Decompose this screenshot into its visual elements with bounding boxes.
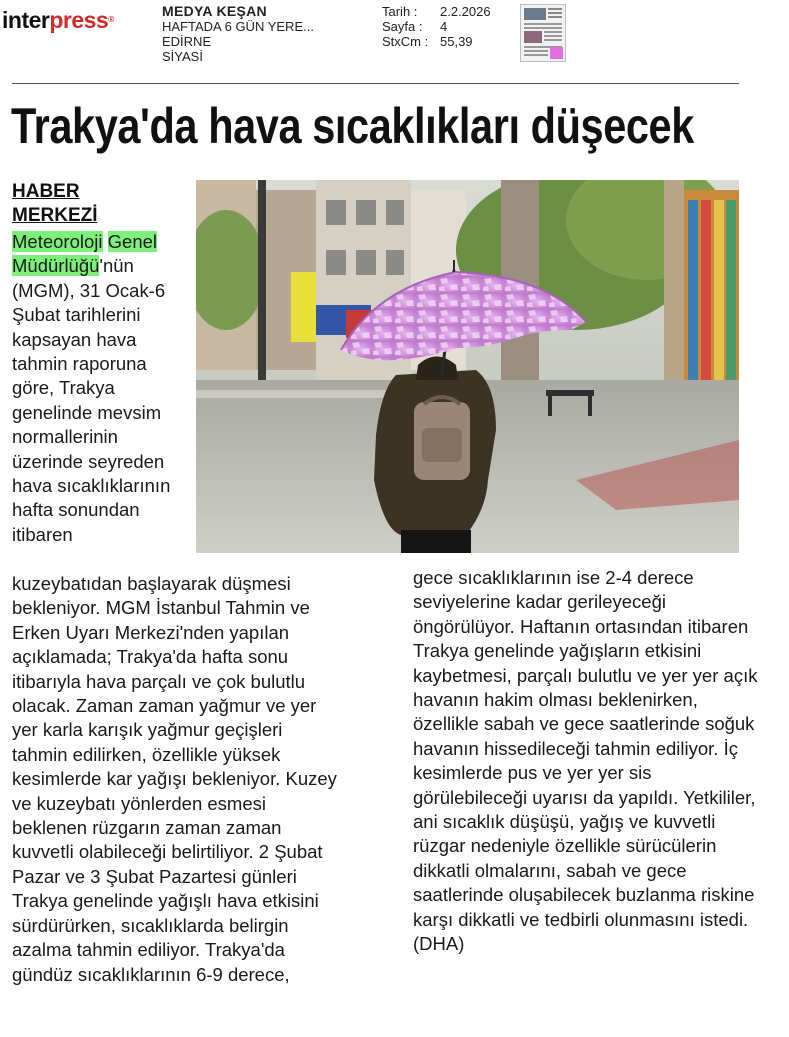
highlight-term-2: Genel: [107, 231, 158, 252]
date-value: 2.2.2026: [440, 4, 491, 19]
article-photo: [196, 180, 739, 553]
logo-text-accent: press: [49, 7, 109, 33]
publication-section: SİYASİ: [162, 49, 203, 64]
article-column-b: kuzeybatıdan başlayarak düşmesi bekleniyor. MGM İstanbul Tahmin ve Erken Uyarı Merkezi'nden yapılan açıklamada; Trakya'da hafta sonu itibarıyla hava parçalı ve çok bulutlu olacak. Zaman zaman yağmur ve yer yer karla karışık yağmur geçişleri tahmin edilirken, özellikle yüksek kesimlerde kar yağışı bekleniyor. Kuzey ve kuzeybatı yönlerden esmesi beklenen rüzgarın zaman zaman kuvvetli olabileceği belirtiliyor. 2 Şubat Pazar ve 3 Şubat Pazartesi günleri Trakya genelinde yağışlı hava etkisini sürdürürken, sıcaklıklarda belirgin azalma tahmin ediliyor. Trakya'da gündüz sıcaklıklarının 6-9 derece,: [12, 573, 337, 985]
stxcm-label: StxCm :: [382, 34, 429, 49]
highlight-term-1: Meteoroloji: [12, 231, 103, 252]
article-column-c: gece sıcaklıklarının ise 2-4 derece seviyelerine kadar gerileyeceği öngörülüyor. Haftanın ortasından itibaren Trakya genelinde yağışların etkisini kaybetmesi, parçalı bulutlu ve yer yer açık havanın hakim olması beklenirken, özellikle sabah ve gece saatlerinde soğuk havanın hissedileceği tahmin ediliyor. İç kesimlerde pus ve yer yer sis görülebileceği uyarısı da yapıldı. Yetkililer, ani sıcaklık düşüşü, yağış ve kuvvetli rüzgar nedeniyle özellikle sürücülerin dikkatli olmalarını, sabah ve gece saatlerinde oluşabilecek buzlanma riskine karşı dikkatli ve tedbirli olunmasını istedi. (DHA): [413, 567, 758, 955]
stxcm-row: [382, 34, 491, 49]
column-a-text: 'nün (MGM), 31 Ocak-6 Şubat tarihlerini kapsayan hava tahmin raporuna göre, Trakya genelinde mevsim normallerinin üzerinde seyreden hava sıcaklıklarının hafta sonundan itibaren: [12, 255, 171, 545]
highlight-term-3: Müdürlüğü: [12, 255, 100, 277]
page-row: [382, 19, 491, 34]
article-byline: [12, 180, 98, 228]
clipping-source-info: [162, 4, 362, 64]
publication-region: EDİRNE: [162, 34, 212, 49]
logo-text-main: inter: [2, 7, 50, 33]
date-row: [382, 4, 491, 19]
stxcm-value: 55,39: [440, 34, 473, 49]
article-column-a: [12, 230, 192, 547]
publication-frequency: HAFTADA 6 GÜN YERE...: [162, 19, 314, 34]
byline-line-1: HABER: [12, 181, 80, 202]
interpress-logo: [2, 6, 114, 34]
page-thumbnail: [520, 4, 566, 62]
article-headline: Trakya'da hava sıcaklıkları düşecek: [11, 98, 694, 154]
photo-woman-umbrella-illustration: [196, 180, 739, 553]
clipping-meta: [382, 4, 491, 49]
page-value: 4: [440, 19, 448, 34]
date-label: Tarih :: [382, 4, 418, 19]
byline-line-2: MERKEZİ: [12, 205, 98, 226]
page-label: Sayfa :: [382, 19, 423, 34]
header-divider: [12, 83, 739, 84]
page-thumbnail-graphic: [521, 5, 565, 61]
logo-registered-mark: ®: [108, 15, 114, 24]
publication-name: MEDYA KEŞAN: [162, 3, 267, 19]
